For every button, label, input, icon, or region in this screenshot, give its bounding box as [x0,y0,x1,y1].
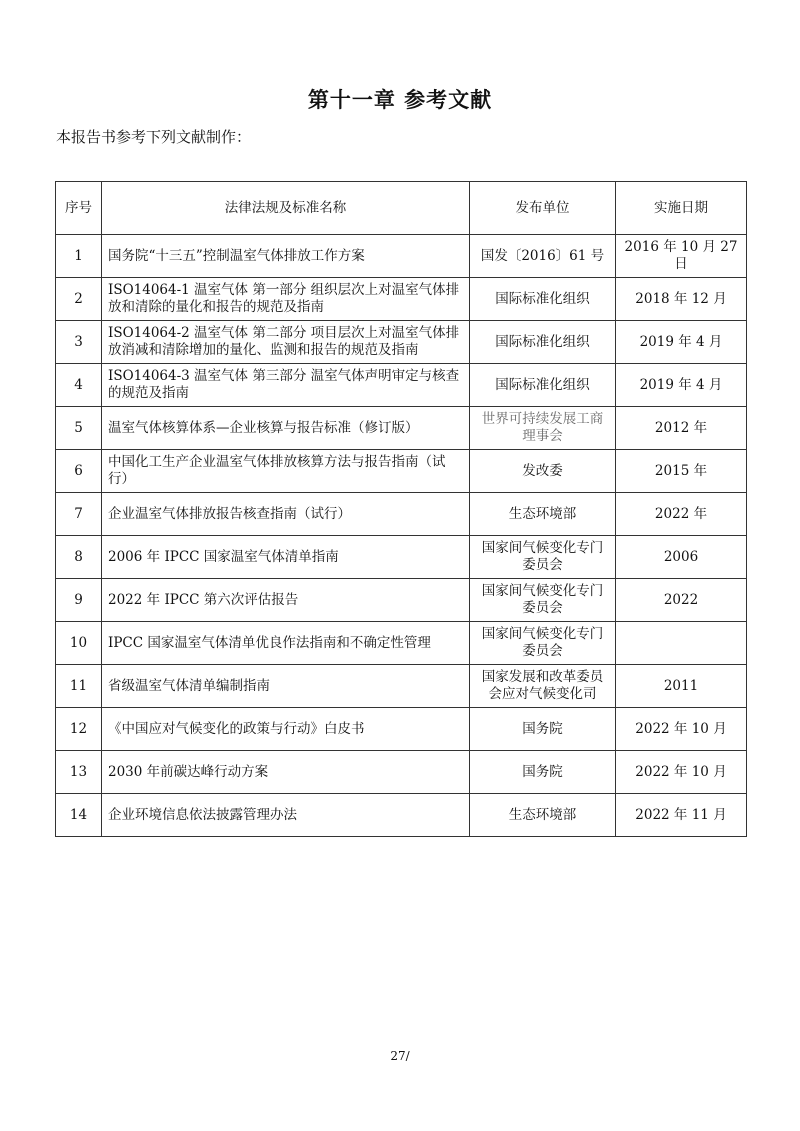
intro-text: 本报告书参考下列文献制作： [56,128,252,146]
row-date: 2018 年 12 月 [616,278,747,321]
header-effective-date: 实施日期 [616,182,747,235]
row-date: 2016 年 10 月 27 日 [616,235,747,278]
row-org: 国际标准化组织 [470,364,616,407]
row-org: 生态环境部 [470,794,616,837]
row-org: 国际标准化组织 [470,321,616,364]
chapter-title: 第十一章 参考文献 [307,88,493,112]
row-org: 国家间气候变化专门委员会 [470,536,616,579]
row-org: 国家间气候变化专门委员会 [470,622,616,665]
row-org: 国务院 [470,708,616,751]
row-number: 7 [56,493,102,536]
row-org: 国际标准化组织 [470,278,616,321]
row-number: 12 [56,708,102,751]
row-date: 2022 年 [616,493,747,536]
row-org: 发改委 [470,450,616,493]
row-name: 中国化工生产企业温室气体排放核算方法与报告指南（试行） [102,450,470,493]
row-name: ISO14064-3 温室气体 第三部分 温室气体声明审定与核查的规范及指南 [102,364,470,407]
row-org: 生态环境部 [470,493,616,536]
row-number: 3 [56,321,102,364]
row-number: 4 [56,364,102,407]
row-org: 国务院 [470,751,616,794]
row-name: 温室气体核算体系—企业核算与报告标准（修订版） [102,407,470,450]
row-org: 国家间气候变化专门委员会 [470,579,616,622]
table-row [56,493,747,536]
row-date: 2015 年 [616,450,747,493]
table-row [56,579,747,622]
table-row [56,665,747,708]
header-standard-name: 法律法规及标准名称 [102,182,470,235]
table-row [56,364,747,407]
row-number: 8 [56,536,102,579]
row-name: 《中国应对气候变化的政策与行动》白皮书 [102,708,470,751]
table-row [56,407,747,450]
row-org: 世界可持续发展工商理事会 [470,407,616,450]
row-org: 国发〔2016〕61 号 [470,235,616,278]
row-number: 1 [56,235,102,278]
row-name: 2030 年前碳达峰行动方案 [102,751,470,794]
row-name: 省级温室气体清单编制指南 [102,665,470,708]
row-name: IPCC 国家温室气体清单优良作法指南和不确定性管理 [102,622,470,665]
row-name: 2006 年 IPCC 国家温室气体清单指南 [102,536,470,579]
references-table [55,181,747,837]
page-number: 27/ [390,1049,410,1063]
row-date: 2019 年 4 月 [616,321,747,364]
row-name: 国务院“十三五”控制温室气体排放工作方案 [102,235,470,278]
row-number: 11 [56,665,102,708]
header-issuing-body: 发布单位 [470,182,616,235]
row-date: 2022 年 10 月 [616,751,747,794]
row-date [616,622,747,665]
table-row [56,278,747,321]
row-name: 企业环境信息依法披露管理办法 [102,794,470,837]
table-row [56,536,747,579]
table-row [56,794,747,837]
row-name: ISO14064-2 温室气体 第二部分 项目层次上对温室气体排放消减和清除增加的量化、监测和报告的规范及指南 [102,321,470,364]
table-row [56,751,747,794]
row-name: 企业温室气体排放报告核查指南（试行） [102,493,470,536]
row-date: 2022 年 11 月 [616,794,747,837]
table-row [56,321,747,364]
row-number: 6 [56,450,102,493]
row-date: 2022 [616,579,747,622]
table-row [56,450,747,493]
row-date: 2012 年 [616,407,747,450]
row-number: 5 [56,407,102,450]
row-name: 2022 年 IPCC 第六次评估报告 [102,579,470,622]
row-date: 2011 [616,665,747,708]
table-row [56,235,747,278]
row-org: 国家发展和改革委员会应对气候变化司 [470,665,616,708]
row-number: 13 [56,751,102,794]
row-date: 2022 年 10 月 [616,708,747,751]
row-number: 10 [56,622,102,665]
table-header-row [56,182,747,235]
row-number: 14 [56,794,102,837]
table-row [56,622,747,665]
table-row [56,708,747,751]
row-number: 2 [56,278,102,321]
header-serial-number: 序号 [56,182,102,235]
row-date: 2006 [616,536,747,579]
row-date: 2019 年 4 月 [616,364,747,407]
row-number: 9 [56,579,102,622]
row-name: ISO14064-1 温室气体 第一部分 组织层次上对温室气体排放和清除的量化和报告的规范及指南 [102,278,470,321]
